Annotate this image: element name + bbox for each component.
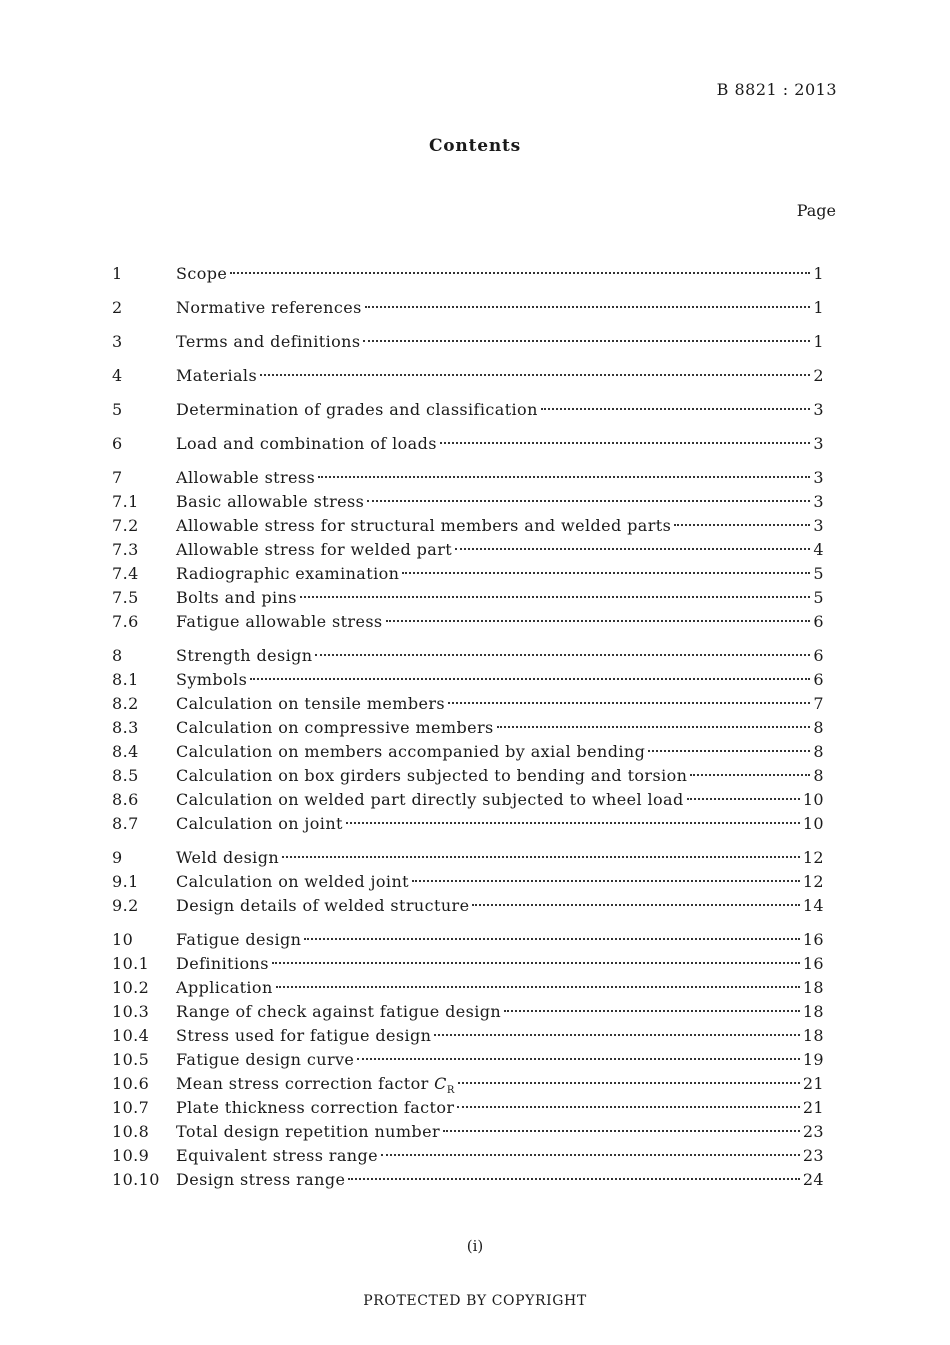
toc-entry-title-text: Allowable stress for structural members and welded parts [176, 516, 672, 535]
toc-leader-dots [315, 654, 810, 656]
toc-leader-dots [276, 986, 800, 988]
toc-entry-title-text: Materials [176, 366, 258, 385]
toc-leader-dots [497, 726, 811, 728]
toc-entry-title-text: Calculation on welded part directly subjected to wheel load [176, 790, 684, 809]
toc-entry-number: 3 [112, 332, 123, 351]
toc-entry-title-text: Fatigue allowable stress [176, 612, 383, 631]
toc-entry-title [176, 490, 364, 514]
toc-entry-title-text: Fatigue design curve [176, 1050, 355, 1069]
toc-entry-title [176, 514, 671, 538]
toc-entry-title [176, 296, 362, 320]
toc-group [112, 432, 824, 456]
toc-leader-dots [357, 1058, 800, 1060]
toc-entry[interactable] [112, 870, 824, 894]
toc-group [112, 330, 824, 354]
toc-entry-page: 7 [813, 694, 824, 713]
toc-entry[interactable] [112, 296, 824, 320]
standard-number: B 8821 : 2013 [716, 80, 837, 99]
toc-entry-number: 10.7 [112, 1098, 150, 1117]
toc-leader-dots [687, 798, 800, 800]
toc-entry-number: 9.1 [112, 872, 139, 891]
toc-entry-page: 23 [802, 1146, 824, 1165]
toc-entry-title [176, 610, 383, 634]
toc-entry-title-text: Scope [176, 264, 228, 283]
toc-leader-dots [300, 596, 811, 598]
toc-entry[interactable] [112, 1072, 824, 1096]
toc-group [112, 466, 824, 634]
toc-entry-title [176, 692, 445, 716]
toc-entry-number: 6 [112, 434, 123, 453]
toc-entry-title [176, 976, 273, 1000]
toc-leader-dots [440, 442, 811, 444]
toc-entry-number: 9 [112, 848, 123, 867]
toc-entry-number: 8.7 [112, 814, 139, 833]
toc-entry-page: 19 [802, 1050, 824, 1069]
toc-leader-dots [458, 1082, 800, 1084]
toc-entry-page: 6 [813, 670, 824, 689]
copyright-notice: PROTECTED BY COPYRIGHT [363, 1293, 587, 1309]
toc-entry-title-text: Terms and definitions [176, 332, 361, 351]
toc-entry-number: 9.2 [112, 896, 139, 915]
toc-entry-title-text: Basic allowable stress [176, 492, 365, 511]
toc-entry-page: 1 [813, 298, 824, 317]
toc-entry[interactable] [112, 668, 824, 692]
toc-entry-title [176, 262, 227, 286]
toc-leader-dots [318, 476, 810, 478]
toc-leader-dots [348, 1178, 800, 1180]
toc-entry[interactable] [112, 398, 824, 422]
toc-group [112, 928, 824, 1192]
toc-entry[interactable] [112, 262, 824, 286]
toc-entry-title-text: Stress used for fatigue design [176, 1026, 432, 1045]
toc-entry-number: 7.6 [112, 612, 139, 631]
toc-entry-title [176, 716, 494, 740]
toc-entry-title [176, 846, 279, 870]
toc-leader-dots [434, 1034, 800, 1036]
toc-leader-dots [541, 408, 811, 410]
toc-entry-title-text: Weld design [176, 848, 280, 867]
toc-entry-title-text: Load and combination of loads [176, 434, 437, 453]
toc-entry-title-text: Application [176, 978, 273, 997]
toc-entry-page: 18 [802, 978, 824, 997]
toc-entry-number: 8.5 [112, 766, 139, 785]
toc-entry-number: 10.6 [112, 1074, 150, 1093]
toc-entry-page: 1 [813, 332, 824, 351]
toc-entry-title [176, 668, 247, 692]
toc-entry-page: 3 [813, 434, 824, 453]
toc-leader-dots [282, 856, 800, 858]
toc-entry-number: 10.5 [112, 1050, 150, 1069]
toc-entry-title [176, 364, 257, 388]
toc-entry-page: 10 [802, 814, 824, 833]
toc-entry[interactable] [112, 1168, 824, 1192]
toc-entry-number: 7.4 [112, 564, 139, 583]
toc-leader-dots [472, 904, 799, 906]
toc-entry-title [176, 1168, 345, 1192]
contents-title: Contents [428, 136, 522, 156]
toc-entry-title-text: Normative references [176, 298, 362, 317]
toc-entry-number: 8.6 [112, 790, 139, 809]
toc-entry[interactable] [112, 432, 824, 456]
toc-entry[interactable] [112, 644, 824, 668]
toc-entry-number: 4 [112, 366, 123, 385]
toc-entry-title [176, 1000, 501, 1024]
toc-entry-title [176, 644, 312, 668]
toc-entry-title-text: Bolts and pins [176, 588, 297, 607]
toc-entry-page: 16 [802, 954, 824, 973]
toc-entry-title [176, 952, 269, 976]
toc-entry-page: 8 [813, 742, 824, 761]
toc-entry[interactable] [112, 1048, 824, 1072]
toc-entry-title-text: Mean stress correction factor [176, 1074, 435, 1093]
toc-entry[interactable] [112, 788, 824, 812]
toc-entry-page: 10 [802, 790, 824, 809]
toc-entry[interactable] [112, 490, 824, 514]
toc-entry-title-text: Allowable stress [176, 468, 316, 487]
toc-entry[interactable] [112, 846, 824, 870]
toc-entry-page: 21 [802, 1074, 824, 1093]
toc-entry-title [176, 538, 452, 562]
toc-entry[interactable] [112, 514, 824, 538]
toc-entry-number: 10.10 [112, 1170, 160, 1189]
toc-entry-number: 7.5 [112, 588, 139, 607]
toc-entry[interactable] [112, 812, 824, 836]
toc-leader-dots [443, 1130, 800, 1132]
toc-entry-number: 7.3 [112, 540, 139, 559]
toc-entry-page: 6 [813, 612, 824, 631]
toc-group [112, 846, 824, 918]
toc-leader-dots [504, 1010, 800, 1012]
toc-entry-title-text: Calculation on members accompanied by axial bending [176, 742, 646, 761]
toc-entry-title [176, 764, 687, 788]
toc-entry-title-text: Plate thickness correction factor [176, 1098, 455, 1117]
toc-entry[interactable] [112, 562, 824, 586]
toc-group [112, 398, 824, 422]
toc-entry-number: 10.4 [112, 1026, 150, 1045]
toc-entry-page: 4 [813, 540, 824, 559]
toc-entry-title [176, 788, 684, 812]
toc-entry-page: 14 [802, 896, 824, 915]
toc-leader-dots [448, 702, 810, 704]
toc-entry[interactable] [112, 1096, 824, 1120]
toc-entry-page: 1 [813, 264, 824, 283]
toc-entry-number: 8.4 [112, 742, 139, 761]
toc-entry-number: 10.2 [112, 978, 150, 997]
toc-entry-title [176, 740, 645, 764]
toc-leader-dots [381, 1154, 800, 1156]
toc-entry-page: 8 [813, 718, 824, 737]
toc-entry-number: 7.2 [112, 516, 139, 535]
toc-group [112, 262, 824, 286]
toc-leader-dots [402, 572, 810, 574]
toc-entry-page: 3 [813, 516, 824, 535]
toc-leader-dots [412, 880, 800, 882]
toc-entry-title-subscript: R [446, 1085, 455, 1097]
toc-entry-title-text: Design details of welded structure [176, 896, 470, 915]
toc-entry-number: 7 [112, 468, 123, 487]
toc-leader-dots [272, 962, 800, 964]
toc-entry-number: 10.1 [112, 954, 150, 973]
toc-entry-title [176, 330, 360, 354]
toc-entry-number: 1 [112, 264, 123, 283]
toc-entry[interactable] [112, 610, 824, 634]
toc-entry-title [176, 586, 297, 610]
toc-entry-title [176, 562, 399, 586]
toc-entry-page: 21 [802, 1098, 824, 1117]
toc-entry-number: 2 [112, 298, 123, 317]
toc-entry-page: 2 [813, 366, 824, 385]
toc-entry-title [176, 1096, 454, 1120]
toc-leader-dots [363, 340, 810, 342]
toc-entry-page: 6 [813, 646, 824, 665]
toc-entry[interactable] [112, 1000, 824, 1024]
toc-entry-title-text: Fatigue design [176, 930, 302, 949]
toc-entry-title-text: Range of check against fatigue design [176, 1002, 502, 1021]
table-of-contents [112, 262, 824, 1202]
toc-leader-dots [386, 620, 811, 622]
toc-entry-title-text: Total design repetition number [176, 1122, 440, 1141]
toc-entry[interactable] [112, 466, 824, 490]
toc-entry[interactable] [112, 764, 824, 788]
toc-entry-number: 8.3 [112, 718, 139, 737]
toc-entry-number: 7.1 [112, 492, 139, 511]
toc-entry[interactable] [112, 538, 824, 562]
toc-leader-dots [648, 750, 810, 752]
toc-entry-number: 10.3 [112, 1002, 150, 1021]
toc-entry[interactable] [112, 894, 824, 918]
toc-entry-title-text: Calculation on tensile members [176, 694, 445, 713]
toc-leader-dots [367, 500, 810, 502]
toc-entry[interactable] [112, 976, 824, 1000]
toc-entry-number: 8.2 [112, 694, 139, 713]
toc-entry[interactable] [112, 330, 824, 354]
toc-entry-page: 18 [802, 1002, 824, 1021]
toc-entry-title-text: Calculation on joint [176, 814, 343, 833]
toc-entry-page: 3 [813, 492, 824, 511]
toc-entry-title-text: Design stress range [176, 1170, 346, 1189]
toc-entry-page: 18 [802, 1026, 824, 1045]
toc-group [112, 644, 824, 836]
toc-entry-page: 12 [802, 848, 824, 867]
toc-entry-page: 12 [802, 872, 824, 891]
toc-entry-page: 23 [802, 1122, 824, 1141]
toc-entry-page: 3 [813, 468, 824, 487]
toc-leader-dots [690, 774, 810, 776]
toc-group [112, 296, 824, 320]
toc-entry-title [176, 398, 538, 422]
toc-entry-number: 10.8 [112, 1122, 150, 1141]
page-folio: (i) [466, 1237, 484, 1255]
toc-entry-title [176, 1120, 440, 1144]
toc-entry-title [176, 812, 343, 836]
toc-entry[interactable] [112, 586, 824, 610]
toc-entry-title [176, 928, 301, 952]
toc-entry-title-text: Calculation on box girders subjected to bending and torsion [176, 766, 688, 785]
toc-entry[interactable] [112, 928, 824, 952]
toc-entry-title [176, 1048, 354, 1072]
toc-leader-dots [250, 678, 810, 680]
toc-entry-title-text: Allowable stress for welded part [176, 540, 453, 559]
toc-entry[interactable] [112, 716, 824, 740]
toc-leader-dots [304, 938, 799, 940]
toc-entry[interactable] [112, 1120, 824, 1144]
toc-entry-title [176, 870, 409, 894]
toc-entry-number: 8.1 [112, 670, 139, 689]
toc-group [112, 364, 824, 388]
toc-entry-page: 16 [802, 930, 824, 949]
toc-entry-title [176, 894, 469, 918]
toc-entry-title-text: Determination of grades and classification [176, 400, 538, 419]
toc-entry[interactable] [112, 1024, 824, 1048]
toc-leader-dots [674, 524, 810, 526]
toc-entry-number: 8 [112, 646, 123, 665]
toc-leader-dots [346, 822, 800, 824]
toc-leader-dots [230, 272, 810, 274]
toc-entry-number: 10.9 [112, 1146, 150, 1165]
toc-entry-page: 24 [802, 1170, 824, 1189]
toc-entry[interactable] [112, 1144, 824, 1168]
toc-entry-title [176, 466, 315, 490]
toc-entry-title [176, 1144, 378, 1168]
toc-leader-dots [260, 374, 810, 376]
toc-entry-title-text: Equivalent stress range [176, 1146, 378, 1165]
toc-entry-title-text: Calculation on compressive members [176, 718, 494, 737]
page-column-label: Page [796, 201, 836, 220]
toc-entry-title [176, 432, 437, 456]
toc-entry-page: 5 [813, 564, 824, 583]
toc-leader-dots [457, 1106, 799, 1108]
toc-entry[interactable] [112, 740, 824, 764]
toc-entry-page: 5 [813, 588, 824, 607]
toc-entry-title-text: Definitions [176, 954, 269, 973]
toc-entry-title [176, 1024, 431, 1048]
toc-leader-dots [455, 548, 810, 550]
toc-entry[interactable] [112, 364, 824, 388]
toc-entry-symbol: C [434, 1074, 447, 1093]
toc-entry[interactable] [112, 692, 824, 716]
toc-entry-title-text: Radiographic examination [176, 564, 400, 583]
toc-entry-number: 10 [112, 930, 134, 949]
toc-entry-title-text: Strength design [176, 646, 313, 665]
toc-entry[interactable] [112, 952, 824, 976]
toc-entry-page: 3 [813, 400, 824, 419]
toc-entry-number: 5 [112, 400, 123, 419]
toc-entry-title-text: Calculation on welded joint [176, 872, 409, 891]
toc-entry-page: 8 [813, 766, 824, 785]
toc-entry-title-text: Symbols [176, 670, 248, 689]
toc-leader-dots [365, 306, 811, 308]
